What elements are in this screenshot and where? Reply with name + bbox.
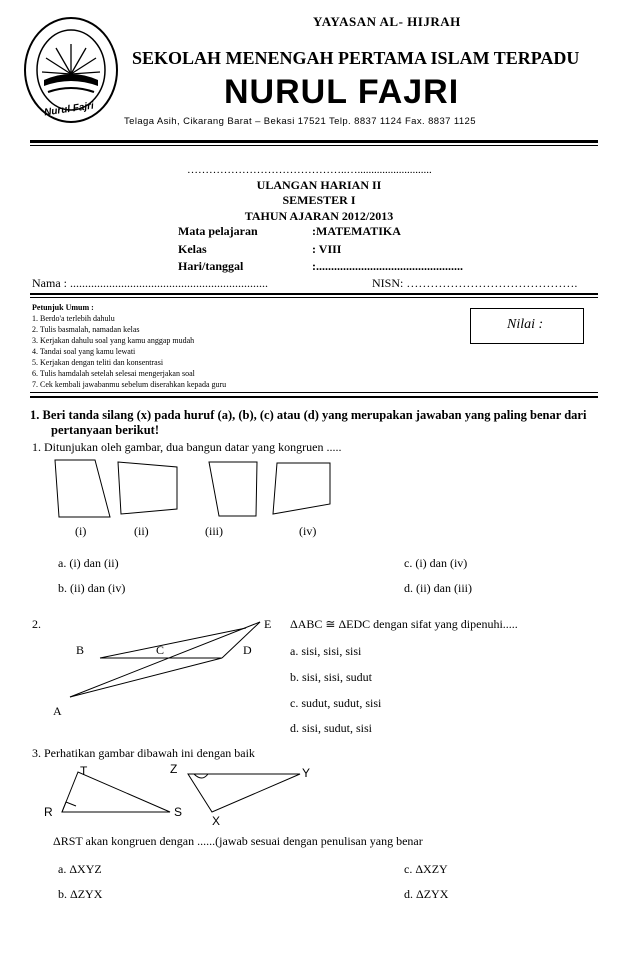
q1-option-a[interactable]: a. (i) dan (ii) [58, 556, 119, 570]
q3-point-x: X [212, 814, 221, 828]
section-heading: 1. Beri tanda silang (x) pada huruf (a), (b), (c) atau (d) yang merupakan jawaban yang paling benar dari [30, 408, 587, 422]
q2-option-a[interactable]: a. sisi, sisi, sisi [290, 644, 362, 658]
q3-option-d[interactable]: d. ΔZYX [404, 887, 449, 901]
logo-bottom-text: Nurul Fajri [43, 100, 95, 119]
instructions-title: Petunjuk Umum : [32, 303, 94, 312]
field-date-value: :................................................. [312, 259, 463, 273]
field-subject-value: :MATEMATIKA [312, 224, 401, 238]
field-date-label: Hari/tanggal [178, 259, 244, 273]
q2-point-d: D [243, 643, 252, 657]
q2-point-c: C [156, 643, 165, 657]
q3-stem: ΔRST akan kongruen dengan ......(jawab sesuai dengan penulisan yang benar [53, 834, 423, 848]
score-label: Nilai : [507, 317, 544, 332]
q2-point-a: A [53, 704, 62, 718]
q3-option-c[interactable]: c. ΔXZY [404, 862, 448, 876]
q3-option-b[interactable]: b. ΔZYX [58, 887, 103, 901]
q1-option-d[interactable]: d. (ii) dan (iii) [404, 581, 472, 595]
school-type: SEKOLAH MENENGAH PERTAMA ISLAM TERPADU [132, 48, 580, 68]
q2-point-e: E [264, 617, 272, 631]
q1-stem: 1. Ditunjukan oleh gambar, dua bangun datar yang kongruen ..... [32, 440, 342, 454]
school-name: NURUL FAJRI [224, 73, 460, 111]
triangle-zyx [188, 774, 300, 812]
dots-line: ……………………………………..…........................... [187, 164, 432, 176]
q2-point-b: B [76, 643, 85, 657]
exam-year: TAHUN AJARAN 2012/2013 [244, 209, 394, 223]
field-class-value: : VIII [312, 242, 342, 256]
q3-point-z: Z [170, 762, 178, 776]
q1-option-c[interactable]: c. (i) dan (iv) [404, 556, 468, 570]
student-nisn-line: NISN: ……………………………………. [372, 276, 578, 290]
school-address: Telaga Asih, Cikarang Barat – Bekasi 17521 Telp. 8837 1124 Fax. 8837 1125 [124, 116, 476, 127]
q2-number: 2. [32, 617, 41, 631]
triangle-rst [62, 772, 170, 812]
instruction-item: 5. Kerjakan dengan teliti dan konsentrasi [32, 358, 164, 367]
q1-label-iii: (iii) [205, 524, 223, 538]
q3-option-a[interactable]: a. ΔXYZ [58, 862, 102, 876]
q2-option-b[interactable]: b. sisi, sisi, sudut [290, 670, 373, 684]
q2-option-d[interactable]: d. sisi, sudut, sisi [290, 721, 373, 735]
instruction-item: 6. Tulis hamdalah setelah selesai mengerjakan soal [32, 369, 195, 378]
q3-point-y: Y [302, 766, 311, 780]
field-class-label: Kelas [178, 242, 207, 256]
q1-label-i: (i) [75, 524, 87, 538]
q3-point-t: T [80, 764, 88, 778]
q1-option-b[interactable]: b. (ii) dan (iv) [58, 581, 126, 595]
instruction-item: 2. Tulis basmalah, namadan kelas [32, 325, 140, 334]
instruction-item: 4. Tandai soal yang kamu lewati [32, 347, 136, 356]
instruction-item: 1. Berdo'a terlebih dahulu [32, 314, 115, 323]
q1-label-ii: (ii) [134, 524, 149, 538]
q3-point-s: S [174, 805, 183, 819]
field-subject-label: Mata pelajaran [178, 224, 258, 238]
exam-semester: SEMESTER I [282, 193, 356, 207]
q3-point-r: R [44, 805, 53, 819]
student-name-line: Nama : .................................................................. [32, 276, 268, 290]
q3-stem-intro: 3. Perhatikan gambar dibawah ini dengan baik [32, 746, 255, 760]
instruction-item: 7. Cek kembali jawabanmu sebelum diserahkan kepada guru [32, 380, 227, 389]
instruction-item: 3. Kerjakan dahulu soal yang kamu anggap mudah [32, 336, 195, 345]
section-heading-cont: pertanyaan berikut! [51, 423, 159, 437]
foundation-name: YAYASAN AL- HIJRAH [313, 14, 461, 29]
exam-title: ULANGAN HARIAN II [256, 178, 382, 192]
q1-label-iv: (iv) [299, 524, 317, 538]
q2-option-c[interactable]: c. sudut, sudut, sisi [290, 696, 382, 710]
q2-stem: ΔABC ≅ ΔEDC dengan sifat yang dipenuhi..... [290, 617, 518, 631]
